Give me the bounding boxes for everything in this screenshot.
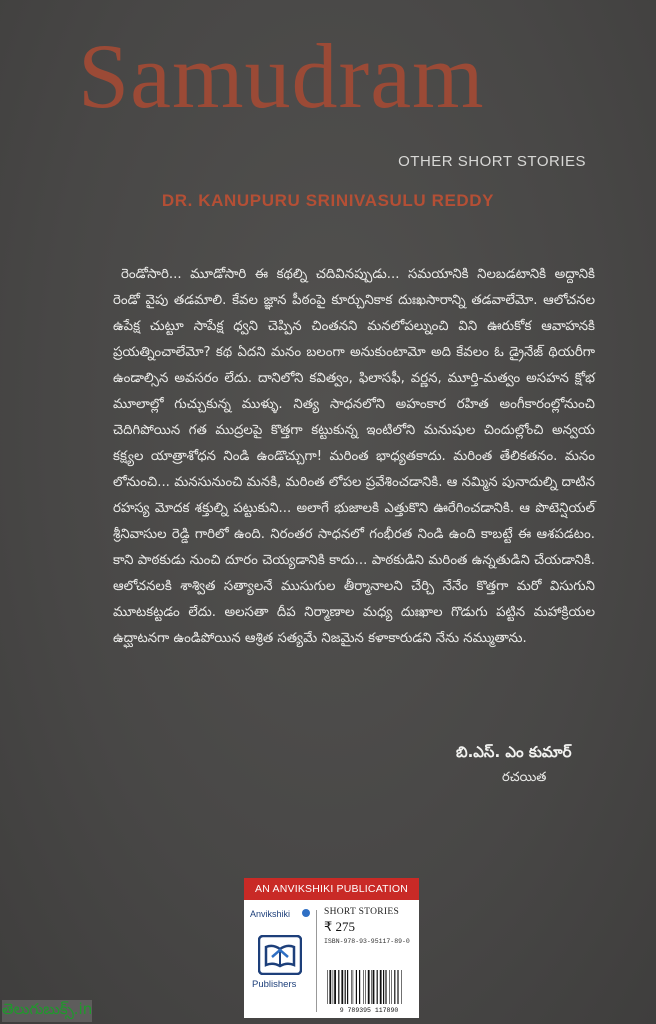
publisher-divider: [316, 910, 317, 1012]
brand-dot-icon: [302, 909, 310, 917]
publisher-brand: Anvikshiki: [250, 909, 291, 919]
site-watermark: తెలుగుబుక్స్.in: [2, 1000, 92, 1022]
barcode: [324, 968, 414, 1014]
isbn-number: ISBN-978-93-95117-89-0: [324, 938, 410, 945]
book-subtitle: OTHER SHORT STORIES: [398, 153, 586, 170]
book-info: [324, 907, 416, 945]
publisher-box: [244, 878, 419, 1018]
publisher-logo: [250, 905, 314, 1013]
publisher-label: Publishers: [252, 979, 297, 990]
blurb-text: రెండోసారి... మూడోసారి ఈ కథల్ని చదివినప్పుడు... సమయానికి నిలబడటానికి అద్దానికి రెండో వైపు తడమాలి. కేవల జ్ఞాన పీఠంపై కూర్చునికాక దుఃఖసారాన్ని తడవాలేమో. ఆలోచనల ఉపేక్ష చుట్టూ సాపేక్ష ధ్వని చెప్పిన చింతనని మనలోపల్నుంచి విని ఊరుకోక ఆవాహనకి ప్రయత్నించాలేమో? కథ ఏదని మనం బలంగా అనుకుంటామో అది కేవలం ఓ డ్రైనేజ్ థియరీగా ఉండాల్సిన అవసరం లేదు. దానిలోని కవిత్వం, ఫిలాసఫీ, వర్ణన, మూర్తి-మత్వం అసహన క్షోభ మూలాల్లో గుచ్చుకున్న ముళ్ళు. నిత్య సాధనలోని అహంకార రహిత అంగీకారంల్లోనుంచి చెదిగిపోయిన గత ముద్రలపై కొత్తగా కట్టుకున్న ఇంటిలోని మనుషుల చిందుల్లోంచి అన్వయ కక్ష్యల యాత్రాశోధన నిండి ఉండొచ్చుగా! మరింత భాధ్యతకాదు. మరింత తేలికతనం. మనం లోనుంచి... మనసునుంచి మనకి, మరింత లోపల ప్రవేశించడానికి. ఆ నమ్మిన పునాదుల్ని దాటిన రహస్య మోదక శక్తుల్ని పట్టుకుని... అలాగే భుజాలకి ఎత్తుకొని ఊరేగించడానికి. ఆ పొటెన్షియల్ శ్రీనివాసుల రెడ్డి గారిలో ఉంది. నిరంతర సాధనలో గంభీరత నిండి ఉంది కాబట్టే ఈ ఆశపడటం. కాని పాఠకుడు నుంచి దూరం చెయ్యడానికి కాదు... పాఠకుడిని మరింత ఉన్నతుడిని చేయడానికి. ఆలోచనలకి శాశ్విత సత్యాలనే ముసుగుల తీర్మానాలని చేర్చి నేనేం కొత్తగా మరో విసుగుని మూటకట్టడం లేదు. అలసతా దీప నిర్మాణాల మధ్య దుఃఖాల గొడుగు పట్టిన మహాక్రియల ఉద్ఘాటనగా ఉండిపోయిన ఆశ్రిత సత్యమే నిజమైన కళాకారుడని నేను నమ్ముతాను.: [113, 267, 595, 646]
book-title: Samudram: [78, 25, 485, 127]
signature-role: రచయిత: [502, 770, 547, 785]
svg-text:9 789395 117890: 9 789395 117890: [339, 1007, 399, 1014]
book-logo-icon: [258, 935, 302, 975]
author-name: DR. KANUPURU SRINIVASULU REDDY: [161, 191, 495, 210]
signature-name: బి.ఎస్. ఎం కుమార్: [456, 743, 572, 761]
publication-banner: AN ANVIKSHIKI PUBLICATION: [244, 878, 419, 900]
book-genre: SHORT STORIES: [324, 907, 400, 917]
book-price: ₹ 275: [324, 919, 356, 934]
